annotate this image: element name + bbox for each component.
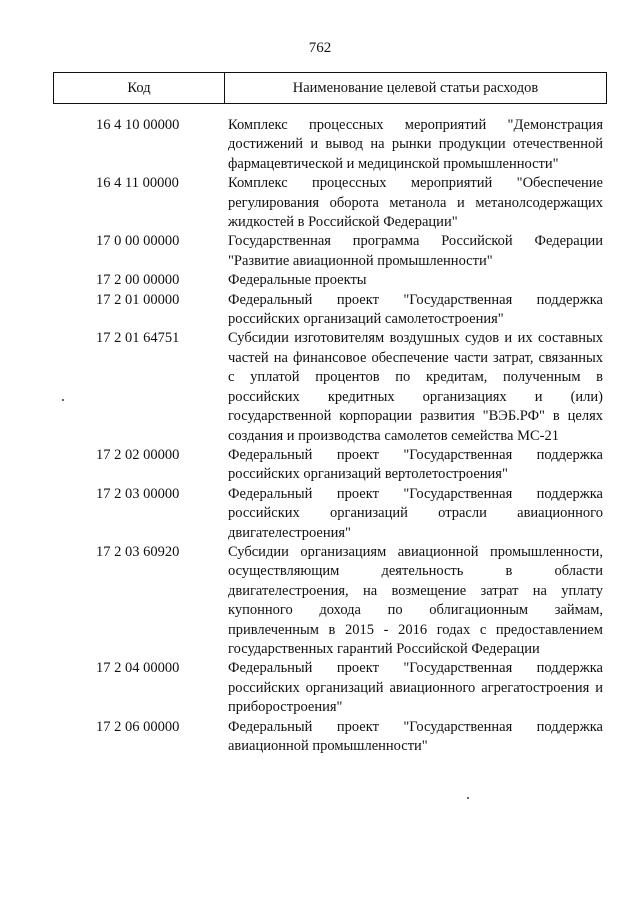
row-name: Федеральный проект "Государственная поддержка российских организаций отрасли авиационного двигателестроения" xyxy=(228,485,603,541)
row-code: 17 2 03 00000 xyxy=(96,485,180,502)
table-body xyxy=(0,116,640,756)
table-row xyxy=(0,446,640,485)
row-name: Федеральные проекты xyxy=(228,272,367,289)
table-row xyxy=(0,271,640,290)
page-number: 762 xyxy=(308,40,332,56)
column-header-code: Код xyxy=(54,73,225,103)
table-row xyxy=(0,485,640,543)
row-code: 17 2 06 00000 xyxy=(96,718,180,735)
row-code: 17 2 01 64751 xyxy=(96,330,180,347)
table-row xyxy=(0,291,640,330)
row-name: Федеральный проект "Государственная поддержка российских организаций авиационного агрегатостроения и приборостроения" xyxy=(228,660,603,716)
row-name: Федеральный проект "Государственная поддержка авиационной промышленности" xyxy=(228,718,603,754)
row-name: Государственная программа Российской Федерации "Развитие авиационной промышленности" xyxy=(228,233,603,269)
table-row xyxy=(0,718,640,757)
table-row xyxy=(0,543,640,659)
row-code: 17 2 02 00000 xyxy=(96,446,180,463)
row-name: Федеральный проект "Государственная поддержка российских организаций самолетостроения" xyxy=(228,291,603,328)
scan-speck xyxy=(62,399,64,401)
table-row xyxy=(0,232,640,271)
row-name: Субсидии организациям авиационной промышленности, осуществляющим деятельность в области двигателестроения, на возмещение затрат на уплату купонного дохода по облигационным займам, привлеченным в 2015 - 2016 годах с предоставлением государственных гарантий Российской Федерации xyxy=(228,543,603,657)
row-code: 16 4 11 00000 xyxy=(96,175,179,192)
row-name: Субсидии изготовителям воздушных судов и их составных частей на финансовое обеспечение части затрат, связанных с уплатой процентов по кредитам, полученным в российских кредитных организациях и (или) государственной корпорации развития "ВЭБ.РФ" в целях создания и производства самолетов семейства МС-21 xyxy=(228,330,603,444)
table-header xyxy=(53,72,607,104)
row-code: 17 2 04 00000 xyxy=(96,660,180,677)
table-row xyxy=(0,174,640,232)
row-code: 17 0 00 00000 xyxy=(96,233,180,250)
row-code: 17 2 01 00000 xyxy=(96,291,180,308)
table-row xyxy=(0,329,640,445)
row-name: Комплекс процессных мероприятий "Обеспечение регулирования оборота метанола и метанолсодержащих жидкостей в Российской Федерации" xyxy=(228,175,603,231)
row-code: 16 4 10 00000 xyxy=(96,117,180,133)
table-row xyxy=(0,659,640,717)
column-header-name: Наименование целевой статьи расходов xyxy=(292,79,539,96)
row-code: 17 2 00 00000 xyxy=(96,272,180,289)
row-code: 17 2 03 60920 xyxy=(96,543,180,560)
row-name: Комплекс процессных мероприятий "Демонстрация достижений и вывод на рынки продукции отечественной фармацевтической и медицинской промышленности" xyxy=(228,117,603,172)
table-row xyxy=(0,116,640,174)
row-name: Федеральный проект "Государственная поддержка российских организаций вертолетостроения" xyxy=(228,446,603,483)
scan-speck xyxy=(467,797,469,799)
